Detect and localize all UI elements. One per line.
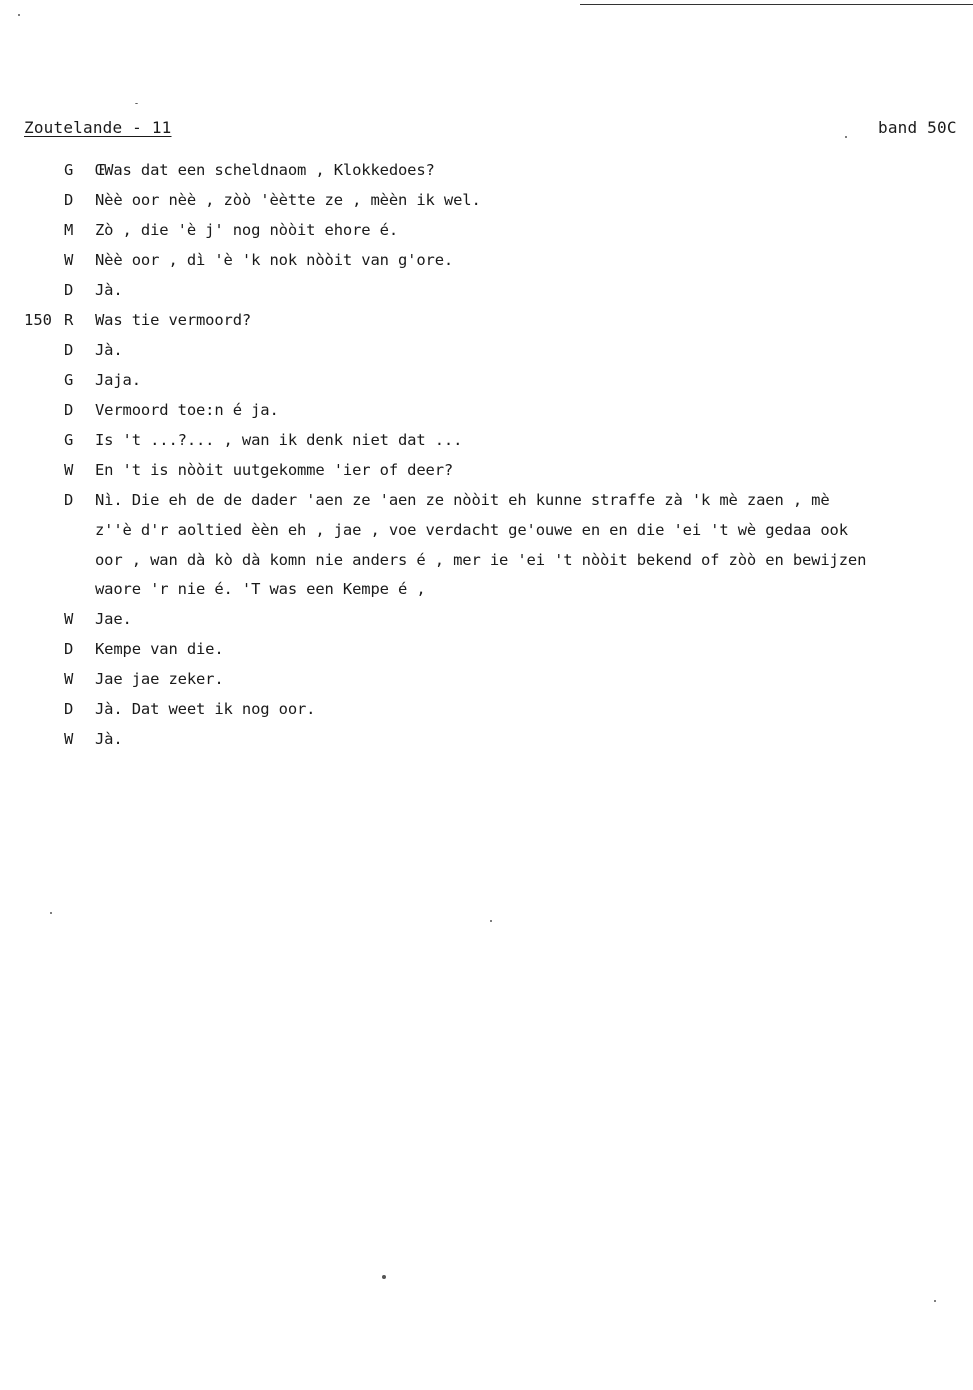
speaker-code: D	[64, 281, 74, 299]
speaker-code: D	[64, 191, 74, 209]
utterance-text: Jà.	[95, 281, 123, 299]
utterance-text: Nèè oor nèè , zòò 'èètte ze , mèèn ik wel.	[95, 191, 481, 209]
transcript-line	[0, 190, 973, 220]
transcript-line	[0, 609, 973, 639]
speaker-code: G	[64, 431, 74, 449]
transcript-line	[0, 250, 973, 280]
utterance-text: Jà.	[95, 729, 123, 748]
utterance-text: Nì. Die eh de de dader 'aen ze 'aen ze nòòit eh kunne straffe zà 'k mè zaen , mè	[95, 491, 830, 509]
transcript-line	[0, 639, 973, 669]
scan-speck	[845, 136, 847, 138]
utterance-text: Is 't ...?... , wan ik denk niet dat ...	[95, 431, 463, 449]
utterance-text: ŒWas dat een scheldnaom , Klokkedoes?	[95, 161, 435, 179]
speaker-code: W	[64, 609, 74, 628]
top-rule	[580, 4, 973, 5]
transcript-line	[0, 579, 973, 609]
utterance-text: Nèè oor , dì 'è 'k nok nòòit van g'ore.	[95, 251, 454, 269]
scan-speck	[18, 14, 20, 16]
transcript	[0, 160, 973, 759]
speaker-code: W	[64, 461, 74, 479]
utterance-text: Zò , die 'è j' nog nòòit ehore é.	[95, 221, 398, 239]
scan-speck	[382, 1275, 386, 1279]
utterance-text: waore 'r nie é. 'T was een Kempe é ,	[95, 580, 426, 598]
speaker-code: R	[64, 311, 74, 329]
scan-speck	[490, 920, 492, 922]
transcript-line	[0, 490, 973, 520]
scan-speck	[135, 103, 138, 104]
transcript-line	[0, 280, 973, 310]
transcript-line	[0, 310, 973, 340]
utterance-text: Jaja.	[95, 371, 141, 389]
transcript-line	[0, 340, 973, 370]
scan-speck	[934, 1300, 936, 1302]
speaker-code: G	[64, 371, 74, 389]
band-label: band 50C	[878, 118, 957, 137]
utterance-text: z''è d'r aoltied èèn eh , jae , voe verdacht ge'ouwe en en die 'ei 't wè gedaa ook	[95, 521, 848, 539]
speaker-code: M	[64, 221, 74, 239]
transcript-line	[0, 220, 973, 250]
utterance-text: Jà.	[95, 341, 123, 359]
transcript-line	[0, 160, 973, 190]
scan-speck	[50, 912, 52, 914]
speaker-code: D	[64, 401, 74, 419]
transcript-line	[0, 430, 973, 460]
speaker-code: W	[64, 669, 74, 688]
transcript-line	[0, 729, 973, 759]
utterance-text: Jae jae zeker.	[95, 669, 224, 688]
document-title: Zoutelande - 11	[24, 118, 172, 137]
speaker-code: W	[64, 251, 74, 269]
transcript-line	[0, 400, 973, 430]
utterance-text: Jà. Dat weet ik nog oor.	[95, 699, 316, 718]
utterance-text: Kempe van die.	[95, 639, 224, 658]
utterance-text: Was tie vermoord?	[95, 311, 252, 329]
speaker-code: D	[64, 699, 74, 718]
speaker-code: D	[64, 639, 74, 658]
transcript-line	[0, 669, 973, 699]
speaker-code: G	[64, 161, 74, 179]
transcript-line	[0, 370, 973, 400]
utterance-text: En 't is nòòit uutgekomme 'ier of deer?	[95, 461, 454, 479]
utterance-text: Jae.	[95, 609, 132, 628]
speaker-code: D	[64, 341, 74, 359]
transcript-line	[0, 460, 973, 490]
transcript-line	[0, 550, 973, 580]
line-number: 150	[24, 311, 52, 329]
speaker-code: W	[64, 729, 74, 748]
utterance-text: oor , wan dà kò dà komn nie anders é , mer ie 'ei 't nòòit bekend of zòò en bewijzen	[95, 550, 867, 569]
utterance-text: Vermoord toe:n é ja.	[95, 401, 279, 419]
speaker-code: D	[64, 491, 74, 509]
transcript-line	[0, 520, 973, 550]
transcript-line	[0, 699, 973, 729]
